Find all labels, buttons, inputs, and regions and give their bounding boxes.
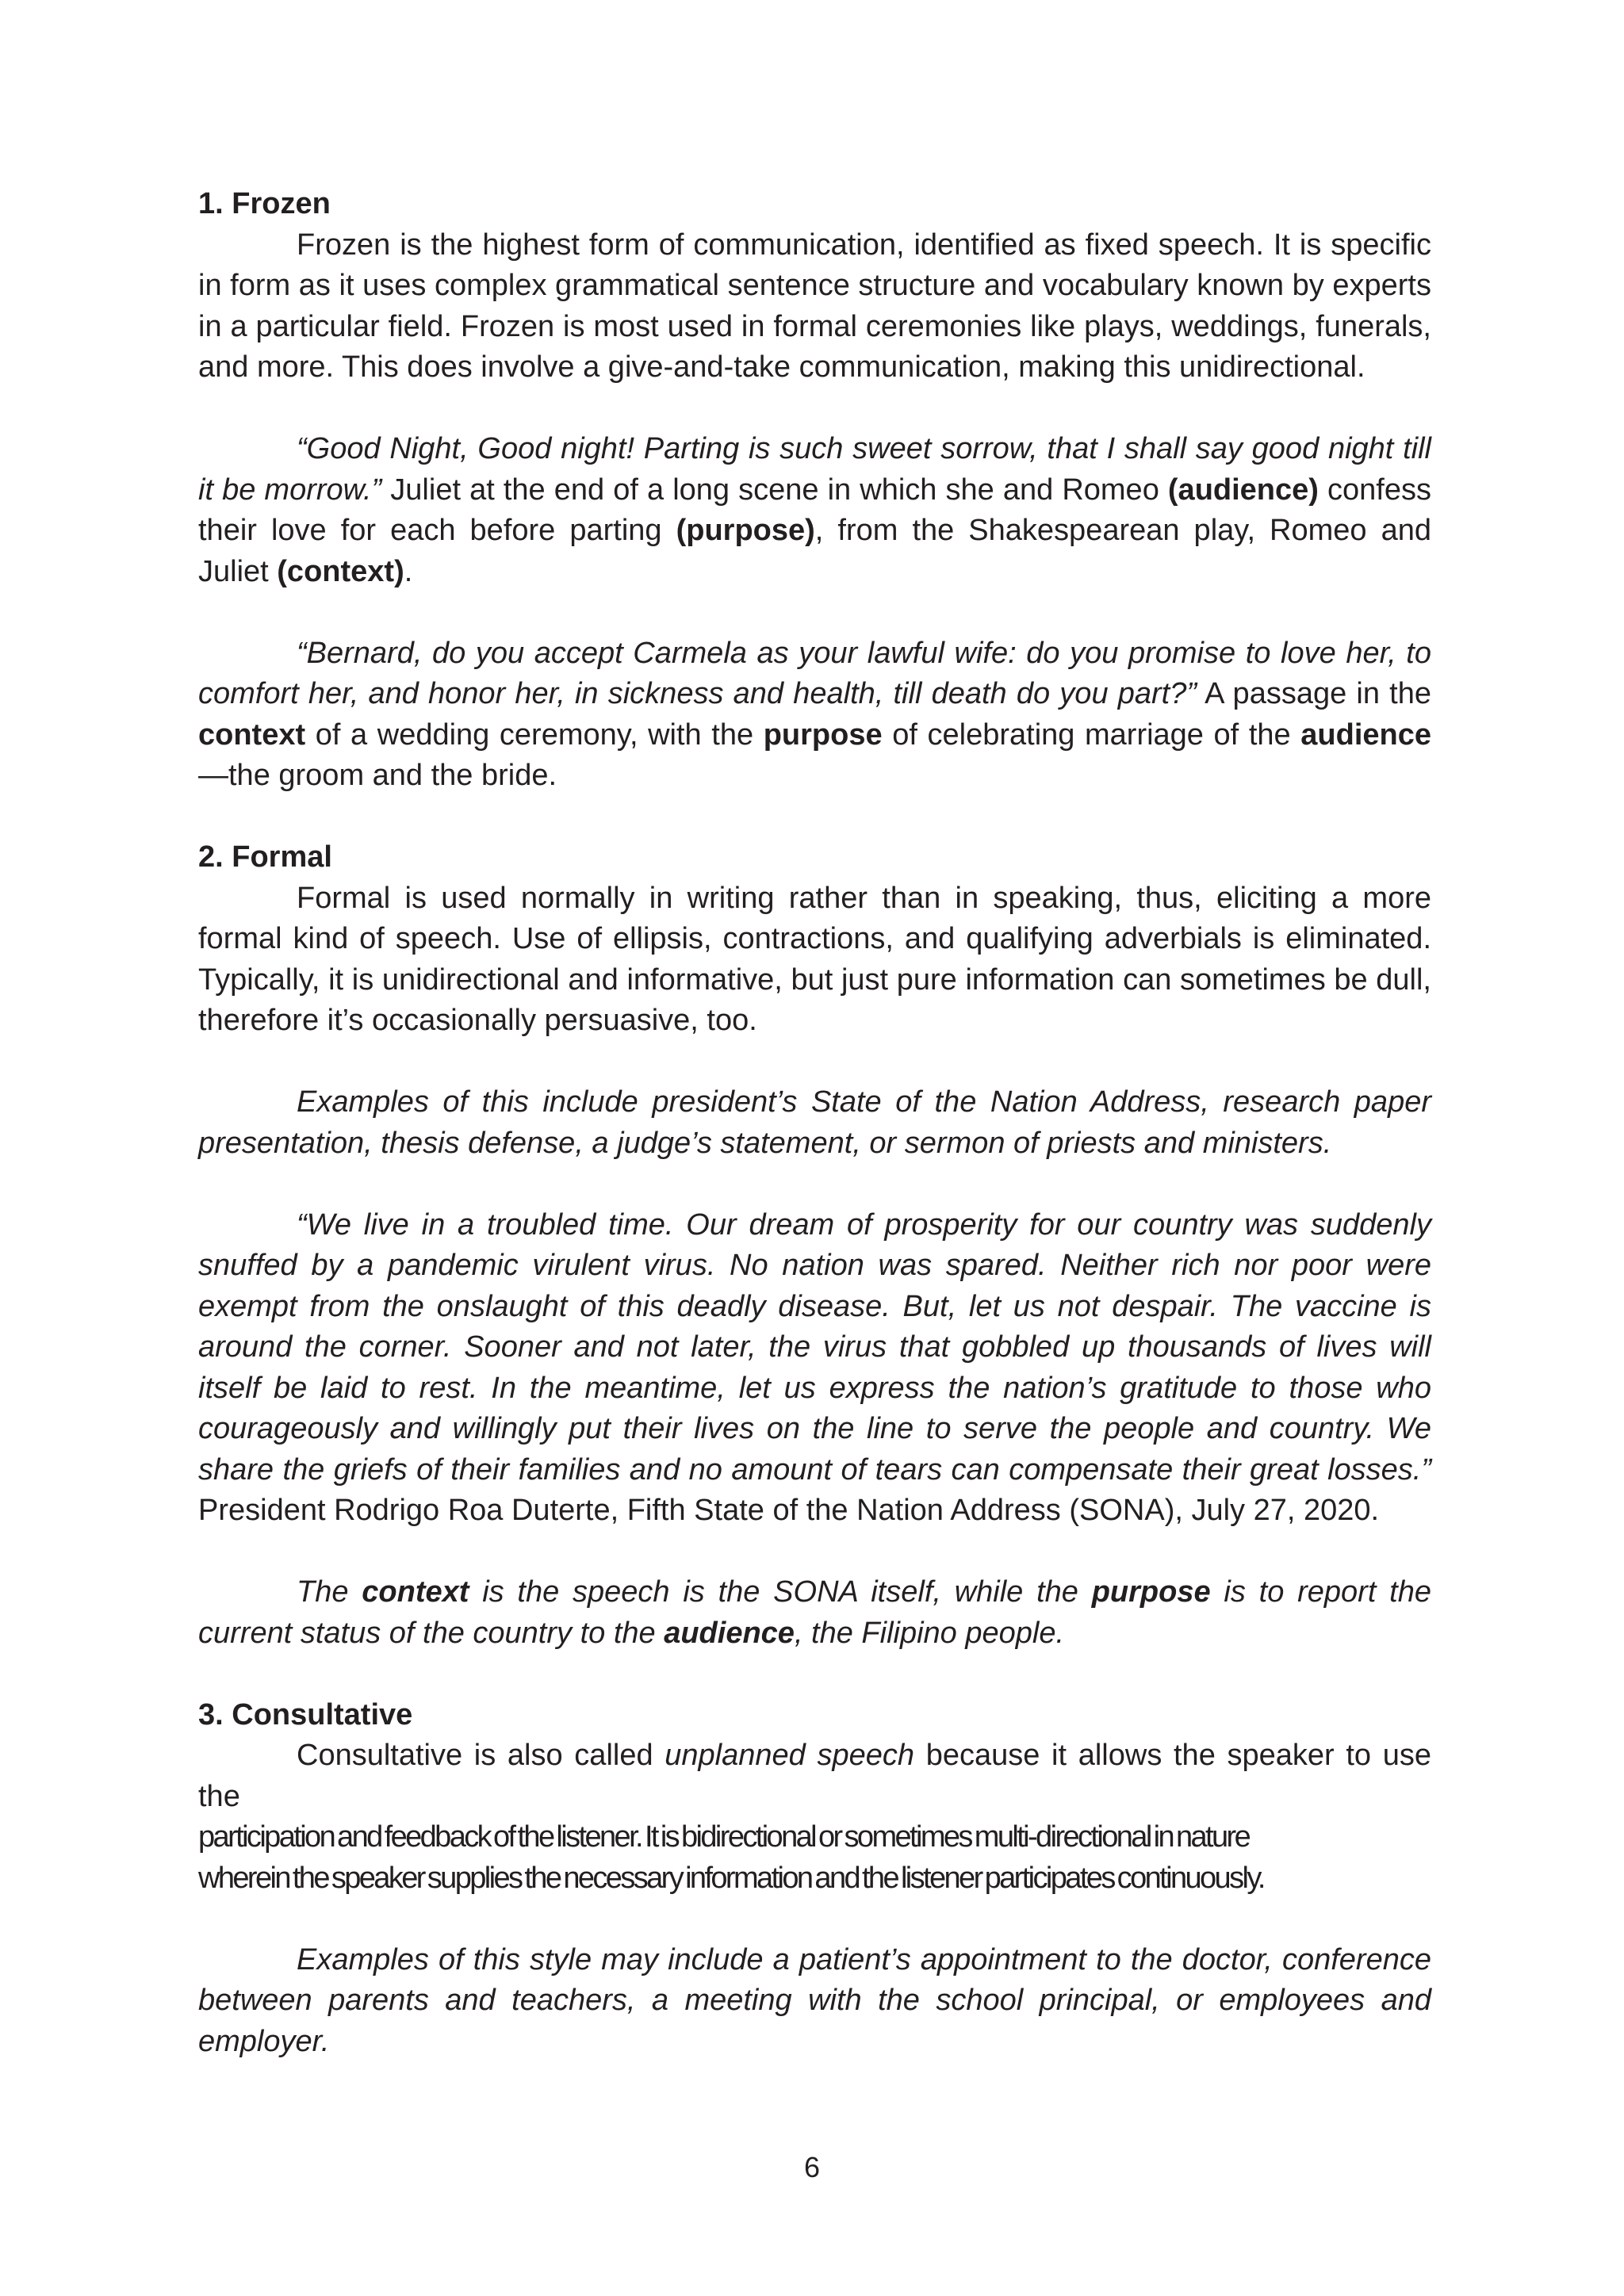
formal-analysis-note [198,1572,1431,1654]
section-heading-formal: 2. Formal [198,840,332,874]
keyword-context: context [198,718,306,752]
spacer [198,1899,1431,1940]
consultative-description [198,1735,1431,1817]
formal-description: Formal is used normally in writing rather than in speaking, thus, eliciting a more formal kind of speech. Use of ellipsis, contractions, and qualifying adverbials is eliminated. Typically, it is unidirectional and informative, but just pure information can sometimes be dull, therefore it’s occasionally persuasive, too. [198,881,1431,1037]
keyword-purpose: purpose [1091,1575,1211,1609]
spacer [198,797,1431,838]
description-text: Consultative is also called [297,1739,665,1772]
consultative-examples: Examples of this style may include a patient’s appointment to the doctor, conference between parents and teachers, a meeting with the school principal, or employees and employer. [198,1942,1431,2058]
frozen-example-juliet [198,429,1431,592]
sona-quote: “We live in a troubled time. Our dream of prosperity for our country was suddenly snuffed by a pandemic virulent virus. No nation was spared. Neither rich nor poor were exempt from the onslaught of this deadly disease. But, let us not despair. The vaccine is around the corner. Sooner and not later, the virus that gobbled up thousands of lives will itself be laid to rest. In the meantime, let us express the nation’s gratitude to those who courageously and willingly put their lives on the line to serve the people and country. We share the griefs of their families and no amount of tears can compensate their great losses.” [198,1207,1431,1487]
keyword-audience: (audience) [1167,473,1319,507]
spacer [198,592,1431,633]
note-text: is to report the current status of the country to the [198,1575,1431,1650]
spacer [198,1654,1431,1695]
note-text: The [297,1575,362,1609]
keyword-context: context [362,1575,469,1609]
formal-examples: Examples of this include president’s State of the Nation Address, research paper presentation, thesis defense, a judge’s statement, or sermon of priests and ministers. [198,1085,1431,1160]
section-heading-consultative: 3. Consultative [198,1697,413,1732]
keyword-audience: audience [664,1616,795,1650]
keyword-audience: audience [1300,718,1431,752]
note-text: , the Filipino people. [794,1616,1065,1650]
spacer [198,1164,1431,1205]
formal-sona-quote [198,1205,1431,1532]
spacer [198,1532,1431,1573]
spacer [198,1042,1431,1083]
consultative-description-line-2: participation and feedback of the listener. It is bidirectional or sometimes multi-directional in nature [198,1820,1250,1854]
keyword-purpose: purpose [763,718,883,752]
wedding-quote: “Bernard, do you accept Carmela as your lawful wife: do you promise to love her, to comfort her, and honor her, in sickness and health, till death do you part?” [198,636,1431,710]
example-text: , from the Shakespearean play, Romeo and Juliet [198,514,1431,588]
note-text: is the speech is the SONA itself, while the [469,1575,1092,1609]
juliet-quote: “Good Night, Good night! Parting is such sweet sorrow, that I shall say good night till it be morrow.” [198,432,1431,507]
example-text: —the groom and the bride. [198,759,557,792]
example-text: confess their love for each before parting [198,473,1431,547]
document-page [198,184,1431,2062]
example-text: . [404,554,413,588]
sona-attribution: President Rodrigo Roa Duterte, Fifth State of the Nation Address (SONA), July 27, 2020. [198,1494,1380,1527]
example-text: A passage in the [1197,677,1431,710]
example-text: of a wedding ceremony, with the [305,718,764,752]
frozen-example-wedding [198,633,1431,797]
page-number: 6 [803,2151,821,2183]
keyword-purpose: (purpose) [676,514,815,547]
frozen-description: Frozen is the highest form of communication, identified as fixed speech. It is specific in form as it uses complex grammatical sentence structure and vocabulary known by experts in a particular field. Frozen is most used in formal ceremonies like plays, weddings, funerals, and more. This does involve a give-and-take communication, making this unidirectional. [198,228,1431,384]
example-text: of celebrating marriage of the [882,718,1301,752]
section-heading-frozen: 1. Frozen [198,187,331,220]
spacer [198,388,1431,430]
description-text: because it allows the speaker to use the [198,1739,1432,1813]
term-unplanned-speech: unplanned speech [665,1739,915,1772]
keyword-context: (context) [277,554,404,588]
consultative-description-line-3: wherein the speaker supplies the necessary information and the listener participates continuously. [198,1861,1264,1895]
example-text: Juliet at the end of a long scene in which she and Romeo [381,473,1168,507]
